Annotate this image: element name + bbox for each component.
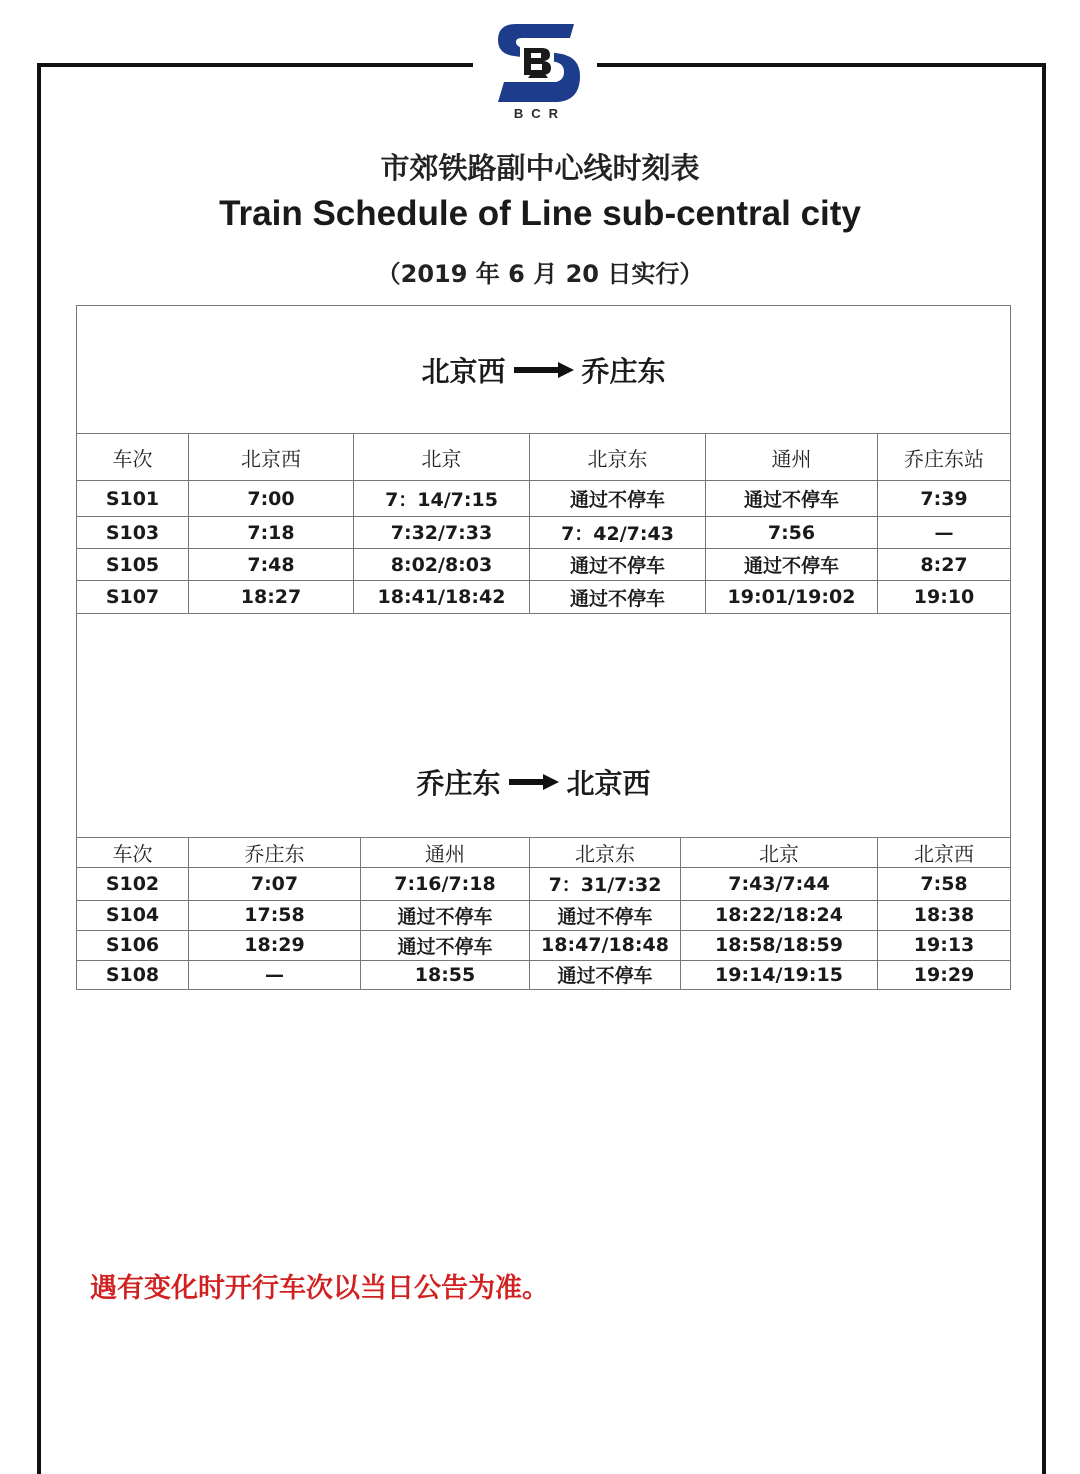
table-cell: 7:07 <box>189 867 361 900</box>
column-header: 通州 <box>706 434 878 481</box>
table-cell: 19:29 <box>878 960 1011 989</box>
table-cell: 7:48 <box>189 549 354 581</box>
table-cell: 7:32/7:33 <box>354 517 530 549</box>
right-arrow-icon <box>509 774 559 790</box>
column-header: 北京东 <box>530 837 681 867</box>
inbound-from-station: 乔庄东 <box>416 767 501 800</box>
inbound-schedule-table <box>76 614 1011 990</box>
table-cell: 8:27 <box>878 549 1011 581</box>
column-header: 乔庄东 <box>189 837 361 867</box>
title-english: Train Schedule of Line sub-central city <box>219 194 861 233</box>
inbound-direction <box>77 762 1011 802</box>
outbound-schedule-table <box>76 305 1011 614</box>
table-row <box>77 960 1011 989</box>
inbound-direction-cell <box>77 614 1011 837</box>
table-row <box>77 549 1011 581</box>
table-cell: 19:14/19:15 <box>681 960 878 989</box>
inbound-header-row <box>77 837 1011 867</box>
table-cell: 8:02/8:03 <box>354 549 530 581</box>
table-cell: 7:39 <box>878 481 1011 517</box>
notice-text: 遇有变化时开行车次以当日公告为准。 <box>90 1273 549 1304</box>
table-cell: 18:38 <box>878 900 1011 930</box>
table-cell: 通过不停车 <box>361 930 530 960</box>
table-cell: 18:27 <box>189 581 354 614</box>
table-cell: S101 <box>77 481 189 517</box>
table-cell: S108 <box>77 960 189 989</box>
table-cell: 通过不停车 <box>706 481 878 517</box>
table-cell: 通过不停车 <box>361 900 530 930</box>
column-header: 车次 <box>77 434 189 481</box>
table-cell: 18:41/18:42 <box>354 581 530 614</box>
table-cell: 18:58/18:59 <box>681 930 878 960</box>
outbound-from-station: 北京西 <box>421 354 506 388</box>
bcr-logo-icon <box>494 18 584 110</box>
table-row <box>77 867 1011 900</box>
effective-date: （2019 年 6 月 20 日实行） <box>376 260 704 288</box>
column-header: 北京西 <box>878 837 1011 867</box>
table-cell: — <box>189 960 361 989</box>
table-row <box>77 930 1011 960</box>
table-cell: S103 <box>77 517 189 549</box>
table-cell: 通过不停车 <box>530 900 681 930</box>
table-cell: 17:58 <box>189 900 361 930</box>
column-header: 车次 <box>77 837 189 867</box>
outbound-header-row <box>77 434 1011 481</box>
column-header: 乔庄东站 <box>878 434 1011 481</box>
table-cell: 7：14/7:15 <box>354 481 530 517</box>
column-header: 北京西 <box>189 434 354 481</box>
table-cell: 18:55 <box>361 960 530 989</box>
table-cell: 7:58 <box>878 867 1011 900</box>
column-header: 通州 <box>361 837 530 867</box>
table-cell: 7:18 <box>189 517 354 549</box>
table-cell: 通过不停车 <box>706 549 878 581</box>
table-cell: 18:47/18:48 <box>530 930 681 960</box>
table-cell: 通过不停车 <box>530 481 706 517</box>
column-header: 北京东 <box>530 434 706 481</box>
table-cell: 19:01/19:02 <box>706 581 878 614</box>
table-row <box>77 581 1011 614</box>
table-cell: 通过不停车 <box>530 960 681 989</box>
table-row <box>77 517 1011 549</box>
logo-caption: BCR <box>513 106 567 121</box>
table-cell: 18:29 <box>189 930 361 960</box>
table-cell: 7：42/7:43 <box>530 517 706 549</box>
frame-border-top-left <box>37 63 473 67</box>
table-cell: S107 <box>77 581 189 614</box>
table-cell: 7:00 <box>189 481 354 517</box>
table-row <box>77 900 1011 930</box>
table-cell: S104 <box>77 900 189 930</box>
table-cell: 7:16/7:18 <box>361 867 530 900</box>
table-cell: 7:43/7:44 <box>681 867 878 900</box>
table-cell: 18:22/18:24 <box>681 900 878 930</box>
column-header: 北京 <box>681 837 878 867</box>
table-cell: 通过不停车 <box>530 549 706 581</box>
inbound-to-station: 北京西 <box>566 767 651 800</box>
table-cell: 7:56 <box>706 517 878 549</box>
table-row <box>77 481 1011 517</box>
table-cell: S102 <box>77 867 189 900</box>
outbound-direction-cell <box>77 306 1011 434</box>
table-cell: S105 <box>77 549 189 581</box>
table-cell: 通过不停车 <box>530 581 706 614</box>
outbound-to-station: 乔庄东 <box>581 354 666 388</box>
right-arrow-icon <box>514 362 574 378</box>
table-cell: S106 <box>77 930 189 960</box>
outbound-direction <box>77 350 1010 390</box>
column-header: 北京 <box>354 434 530 481</box>
frame-border-top-right <box>597 63 1046 67</box>
title-chinese: 市郊铁路副中心线时刻表 <box>380 151 700 185</box>
table-cell: 19:10 <box>878 581 1011 614</box>
table-cell: 19:13 <box>878 930 1011 960</box>
table-cell: 7：31/7:32 <box>530 867 681 900</box>
table-cell: — <box>878 517 1011 549</box>
